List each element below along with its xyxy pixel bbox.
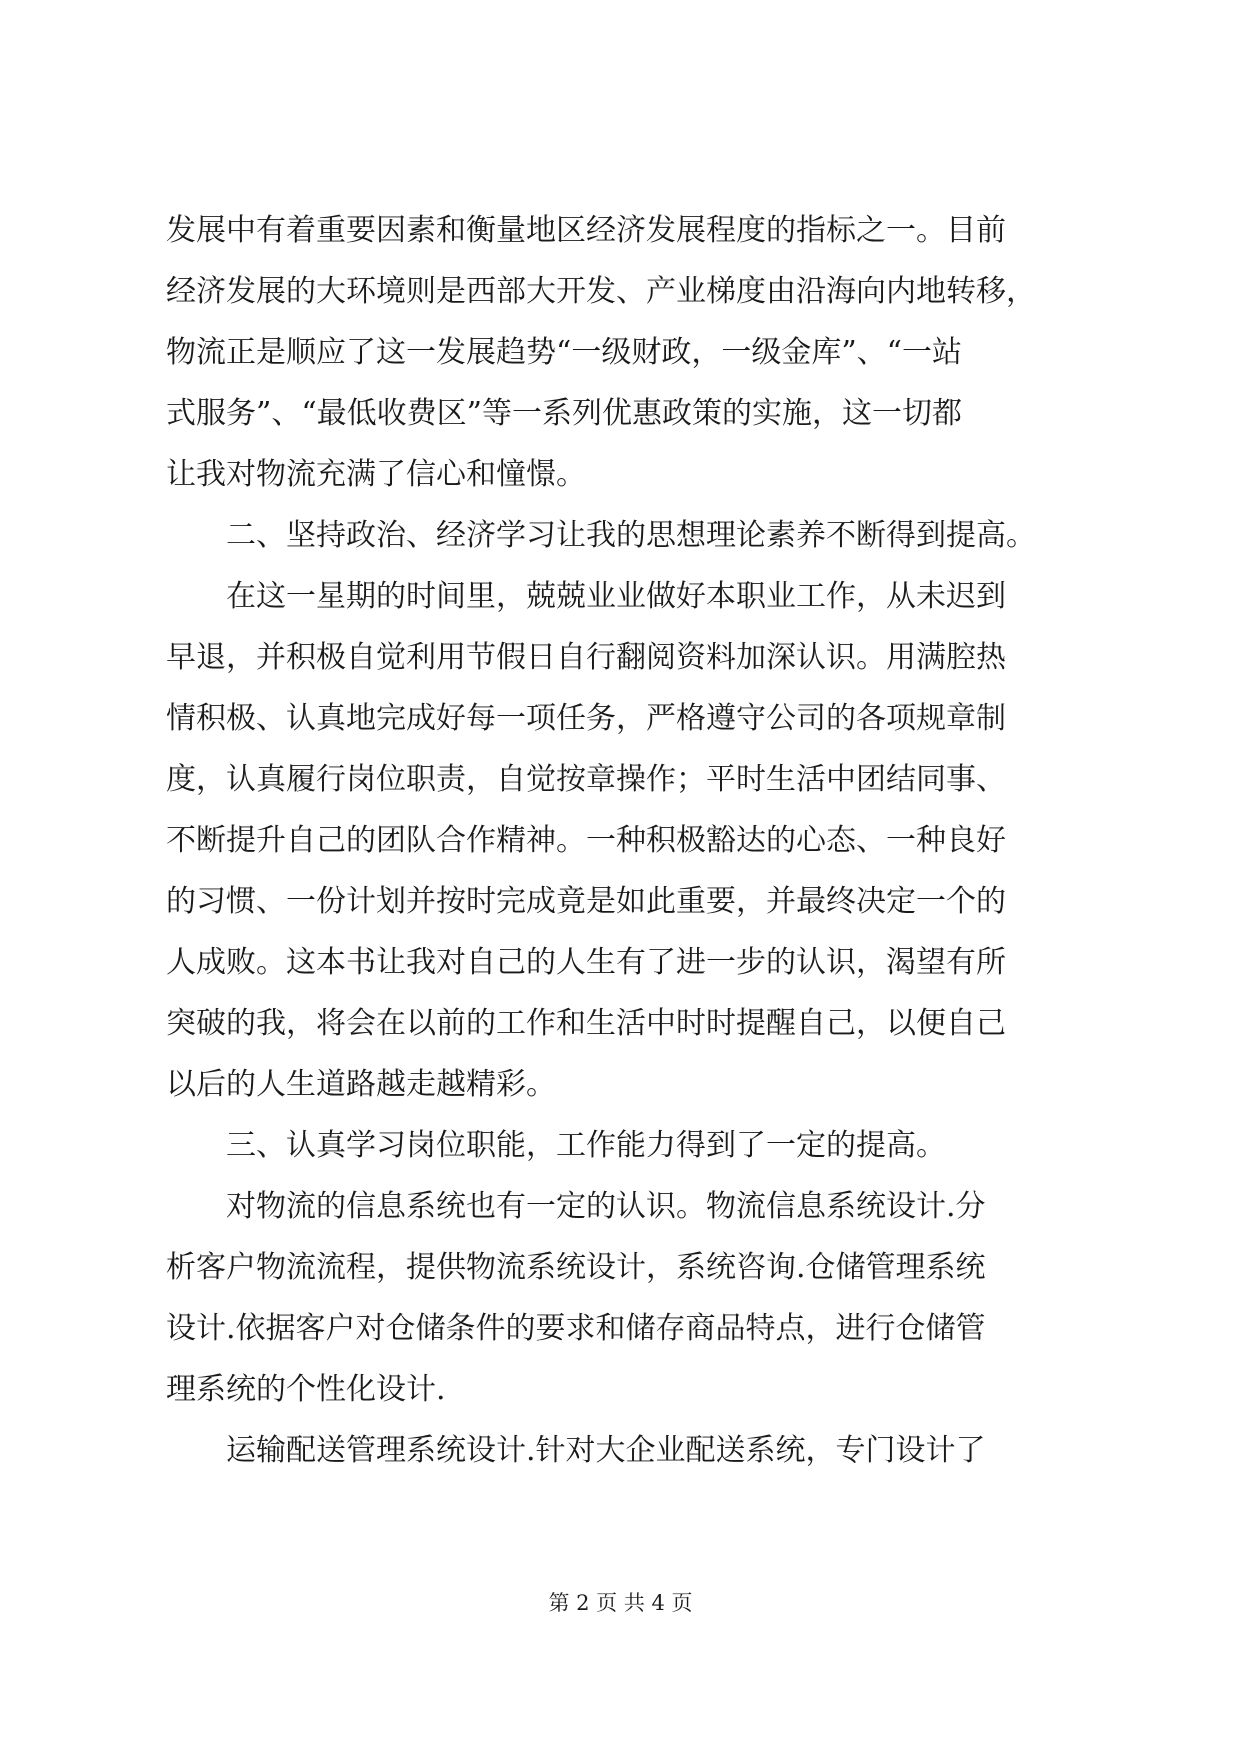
paragraph-first-line: 对物流的信息系统也有一定的认识。物流信息系统设计.分 [226,1189,986,1224]
text-line: 人成败。这本书让我对自己的人生有了进一步的认识，渴望有所 [166,945,1006,980]
page-number-footer: 第 2 页 共 4 页 [548,1591,693,1615]
text-line: 突破的我，将会在以前的工作和生活中时时提醒自己，以便自己 [166,1006,1006,1041]
text-line: 早退，并积极自觉利用节假日自行翻阅资料加深认识。用满腔热 [166,640,1006,675]
text-line: 不断提升自己的团队合作精神。一种积极豁达的心态、一种良好 [166,823,1006,858]
text-line: 情积极、认真地完成好每一项任务，严格遵守公司的各项规章制 [166,701,1006,736]
section-heading: 三、认真学习岗位职能，工作能力得到了一定的提高。 [226,1128,946,1163]
text-line: 物流正是顺应了这一发展趋势“一级财政，一级金库”、“一站 [166,335,963,370]
text-line: 式服务”、“最低收费区”等一系列优惠政策的实施，这一切都 [166,396,963,431]
text-line: 度，认真履行岗位职责，自觉按章操作；平时生活中团结同事、 [166,762,1006,797]
text-line: 的习惯、一份计划并按时完成竟是如此重要，并最终决定一个的 [166,884,1006,919]
paragraph-first-line: 运输配送管理系统设计.针对大企业配送系统，专门设计了 [226,1433,986,1468]
text-line: 发展中有着重要因素和衡量地区经济发展程度的指标之一。目前 [166,213,1006,248]
text-line: 析客户物流流程，提供物流系统设计，系统咨询.仓储管理系统 [166,1250,986,1285]
section-heading: 二、坚持政治、经济学习让我的思想理论素养不断得到提高。 [226,518,1036,553]
text-line: 设计.依据客户对仓储条件的要求和储存商品特点，进行仓储管 [166,1311,986,1346]
text-line: 经济发展的大环境则是西部大开发、产业梯度由沿海向内地转移， [166,274,1036,309]
text-line: 理系统的个性化设计. [166,1372,446,1407]
paragraph-first-line: 在这一星期的时间里，兢兢业业做好本职业工作，从未迟到 [226,579,1006,614]
text-line: 让我对物流充满了信心和憧憬。 [166,457,586,492]
text-line: 以后的人生道路越走越精彩。 [166,1067,556,1102]
